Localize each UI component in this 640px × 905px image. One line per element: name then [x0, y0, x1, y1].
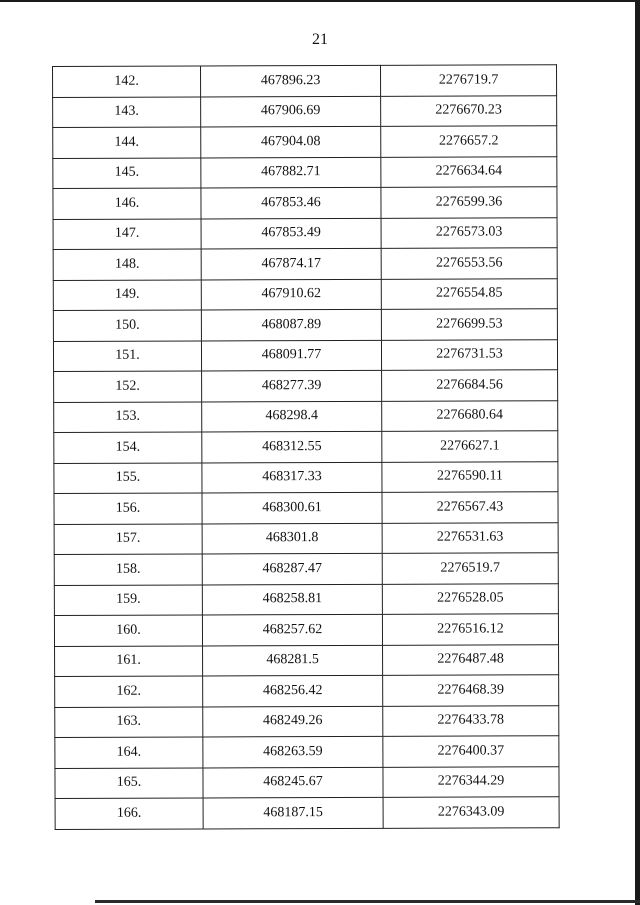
y-coordinate-cell: 2276627.1 — [382, 431, 558, 462]
y-coordinate-cell: 2276670.23 — [381, 95, 557, 126]
y-coordinate-cell: 2276531.63 — [382, 522, 558, 553]
y-coordinate-cell: 2276634.64 — [381, 156, 557, 187]
y-coordinate-cell: 2276554.85 — [381, 278, 557, 309]
y-coordinate-cell: 2276516.12 — [382, 614, 558, 645]
x-coordinate-cell: 468298.4 — [202, 401, 382, 432]
table-row — [53, 126, 557, 158]
x-coordinate-cell: 468256.42 — [203, 675, 383, 706]
point-number-cell: 166. — [55, 798, 203, 829]
point-number-cell: 153. — [54, 401, 202, 432]
scan-edge-top — [0, 0, 640, 2]
y-coordinate-cell: 2276684.56 — [382, 370, 558, 401]
y-coordinate-cell: 2276433.78 — [383, 705, 559, 736]
point-number-cell: 150. — [53, 310, 201, 341]
point-number-cell: 151. — [53, 340, 201, 371]
y-coordinate-cell: 2276731.53 — [381, 339, 557, 370]
point-number-cell: 165. — [55, 767, 203, 798]
x-coordinate-cell: 468258.81 — [202, 584, 382, 615]
x-coordinate-cell: 468312.55 — [202, 431, 382, 462]
x-coordinate-cell: 467906.69 — [201, 96, 381, 127]
table-row — [53, 187, 557, 219]
x-coordinate-cell: 468281.5 — [203, 645, 383, 676]
x-coordinate-cell: 467910.62 — [201, 279, 381, 310]
point-number-cell: 146. — [53, 188, 201, 219]
point-number-cell: 145. — [53, 157, 201, 188]
table-row — [54, 553, 558, 585]
y-coordinate-cell: 2276680.64 — [382, 400, 558, 431]
x-coordinate-cell: 468245.67 — [203, 767, 383, 798]
x-coordinate-cell: 468087.89 — [201, 309, 381, 340]
y-coordinate-cell: 2276553.56 — [381, 248, 557, 279]
x-coordinate-cell: 467882.71 — [201, 157, 381, 188]
coordinates-table — [52, 64, 560, 829]
point-number-cell: 161. — [55, 645, 203, 676]
table-row — [54, 583, 558, 615]
y-coordinate-cell: 2276567.43 — [382, 492, 558, 523]
y-coordinate-cell: 2276400.37 — [383, 736, 559, 767]
point-number-cell: 155. — [54, 462, 202, 493]
table-row — [53, 339, 557, 371]
x-coordinate-cell: 468317.33 — [202, 462, 382, 493]
y-coordinate-cell: 2276590.11 — [382, 461, 558, 492]
x-coordinate-cell: 468263.59 — [203, 736, 383, 767]
point-number-cell: 152. — [54, 371, 202, 402]
y-coordinate-cell: 2276699.53 — [381, 309, 557, 340]
x-coordinate-cell: 467896.23 — [201, 65, 381, 96]
table-row — [55, 797, 559, 829]
x-coordinate-cell: 468287.47 — [202, 553, 382, 584]
table-row — [54, 400, 558, 432]
x-coordinate-cell: 468091.77 — [201, 340, 381, 371]
point-number-cell: 149. — [53, 279, 201, 310]
x-coordinate-cell: 468300.61 — [202, 492, 382, 523]
point-number-cell: 143. — [53, 96, 201, 127]
table-row — [55, 705, 559, 737]
y-coordinate-cell: 2276519.7 — [382, 553, 558, 584]
table-row — [53, 309, 557, 341]
table-row — [53, 248, 557, 280]
scan-edge-right — [635, 0, 640, 905]
point-number-cell: 156. — [54, 493, 202, 524]
table-row — [54, 522, 558, 554]
coordinates-table-wrapper — [52, 64, 559, 829]
table-row — [53, 156, 557, 188]
point-number-cell: 164. — [55, 737, 203, 768]
coordinates-table-body — [53, 65, 560, 829]
x-coordinate-cell: 468187.15 — [203, 797, 383, 828]
x-coordinate-cell: 468249.26 — [203, 706, 383, 737]
table-row — [53, 65, 557, 97]
table-row — [53, 95, 557, 127]
point-number-cell: 157. — [54, 523, 202, 554]
point-number-cell: 142. — [53, 66, 201, 97]
table-row — [54, 614, 558, 646]
table-row — [54, 370, 558, 402]
y-coordinate-cell: 2276599.36 — [381, 187, 557, 218]
scan-edge-bottom — [95, 900, 640, 903]
table-row — [54, 461, 558, 493]
table-row — [55, 766, 559, 798]
point-number-cell: 147. — [53, 218, 201, 249]
x-coordinate-cell: 467853.46 — [201, 187, 381, 218]
table-row — [55, 736, 559, 768]
table-row — [54, 431, 558, 463]
table-row — [54, 492, 558, 524]
x-coordinate-cell: 467874.17 — [201, 248, 381, 279]
page-number: 21 — [312, 31, 328, 48]
point-number-cell: 154. — [54, 432, 202, 463]
y-coordinate-cell: 2276719.7 — [380, 65, 556, 96]
point-number-cell: 144. — [53, 127, 201, 158]
table-row — [53, 217, 557, 249]
point-number-cell: 158. — [54, 554, 202, 585]
y-coordinate-cell: 2276468.39 — [383, 675, 559, 706]
x-coordinate-cell: 467904.08 — [201, 126, 381, 157]
point-number-cell: 163. — [55, 706, 203, 737]
table-row — [53, 278, 557, 310]
y-coordinate-cell: 2276343.09 — [383, 797, 559, 828]
x-coordinate-cell: 468257.62 — [202, 614, 382, 645]
y-coordinate-cell: 2276657.2 — [381, 126, 557, 157]
y-coordinate-cell: 2276344.29 — [383, 766, 559, 797]
y-coordinate-cell: 2276528.05 — [382, 583, 558, 614]
y-coordinate-cell: 2276573.03 — [381, 217, 557, 248]
table-row — [55, 644, 559, 676]
point-number-cell: 148. — [53, 249, 201, 280]
x-coordinate-cell: 467853.49 — [201, 218, 381, 249]
point-number-cell: 160. — [54, 615, 202, 646]
x-coordinate-cell: 468277.39 — [202, 370, 382, 401]
point-number-cell: 162. — [55, 676, 203, 707]
y-coordinate-cell: 2276487.48 — [383, 644, 559, 675]
point-number-cell: 159. — [54, 584, 202, 615]
table-row — [55, 675, 559, 707]
x-coordinate-cell: 468301.8 — [202, 523, 382, 554]
